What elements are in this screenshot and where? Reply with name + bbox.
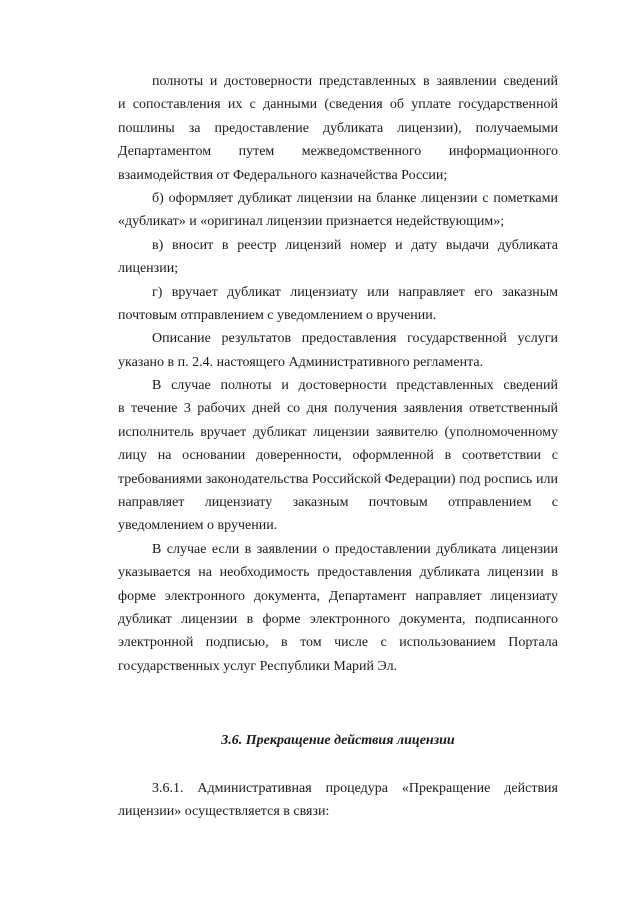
paragraph-line: электронной подписью, в том числе с использованием Портала [118,635,558,651]
paragraph-line: б) оформляет дубликат лицензии на бланке лицензии с пометками [152,190,558,206]
paragraph-line: в) вносит в реестр лицензий номер и дату выдачи дубликата [152,237,558,253]
paragraph-line: 3.6.1. Административная процедура «Прекращение действия [152,781,558,796]
paragraph-line: указывается на необходимость предоставления дубликата лицензии в [118,565,558,581]
paragraph-line: дубликат лицензии в форме электронного документа, подписанного [118,611,558,627]
paragraph-line: исполнитель вручает дубликат лицензии заявителю (уполномоченному [118,424,558,440]
paragraph-line: В случае полноты и достоверности представленных сведений [152,378,558,394]
paragraph-line: «дубликат» и «оригинал лицензии признается недействующим»; [118,214,505,230]
paragraph-line: лицензии» осуществляется в связи: [118,804,330,820]
section-heading: 3.6. Прекращение действия лицензии [221,733,455,748]
paragraph-line: уведомлением о вручении. [118,518,278,534]
body-text [118,70,558,678]
paragraph-line: полноты и достоверности представленных в заявлении сведений [152,74,558,89]
final-paragraph [118,777,558,824]
paragraph-line: Описание результатов предоставления государственной услуги [152,331,558,347]
paragraph-line: направляет лицензиату заказным почтовым отправлением с [118,495,558,511]
paragraph-line: В случае если в заявлении о предоставлении дубликата лицензии [152,541,558,557]
paragraph-line: г) вручает дубликат лицензиату или направляет его заказным [152,284,558,300]
paragraph-line: взаимодействия от Федерального казначейства России; [118,167,448,183]
paragraph-line: государственных услуг Республики Марий Эл. [118,658,398,674]
paragraph-line: форме электронного документа, Департамент направляет лицензиату [118,588,558,604]
paragraph-line: Департаментом путем межведомственного информационного [118,144,558,160]
paragraph-line: указано в п. 2.4. настоящего Административного регламента. [118,354,484,370]
paragraph-line: лицензии; [118,261,179,277]
paragraph-line: и сопоставления их с данными (сведения об уплате государственной [118,97,558,113]
paragraph-line: лицу на основании доверенности, оформленной в соответствии с [118,448,558,464]
paragraph-line: требованиями законодательства Российской Федерации) под роспись или [118,471,558,487]
paragraph-line: пошлины за предоставление дубликата лицензии), получаемыми [118,120,558,136]
paragraph-line: почтовым отправлением с уведомлением о вручении. [118,307,437,323]
paragraph-line: в течение 3 рабочих дней со дня получения заявления ответственный [118,401,558,417]
